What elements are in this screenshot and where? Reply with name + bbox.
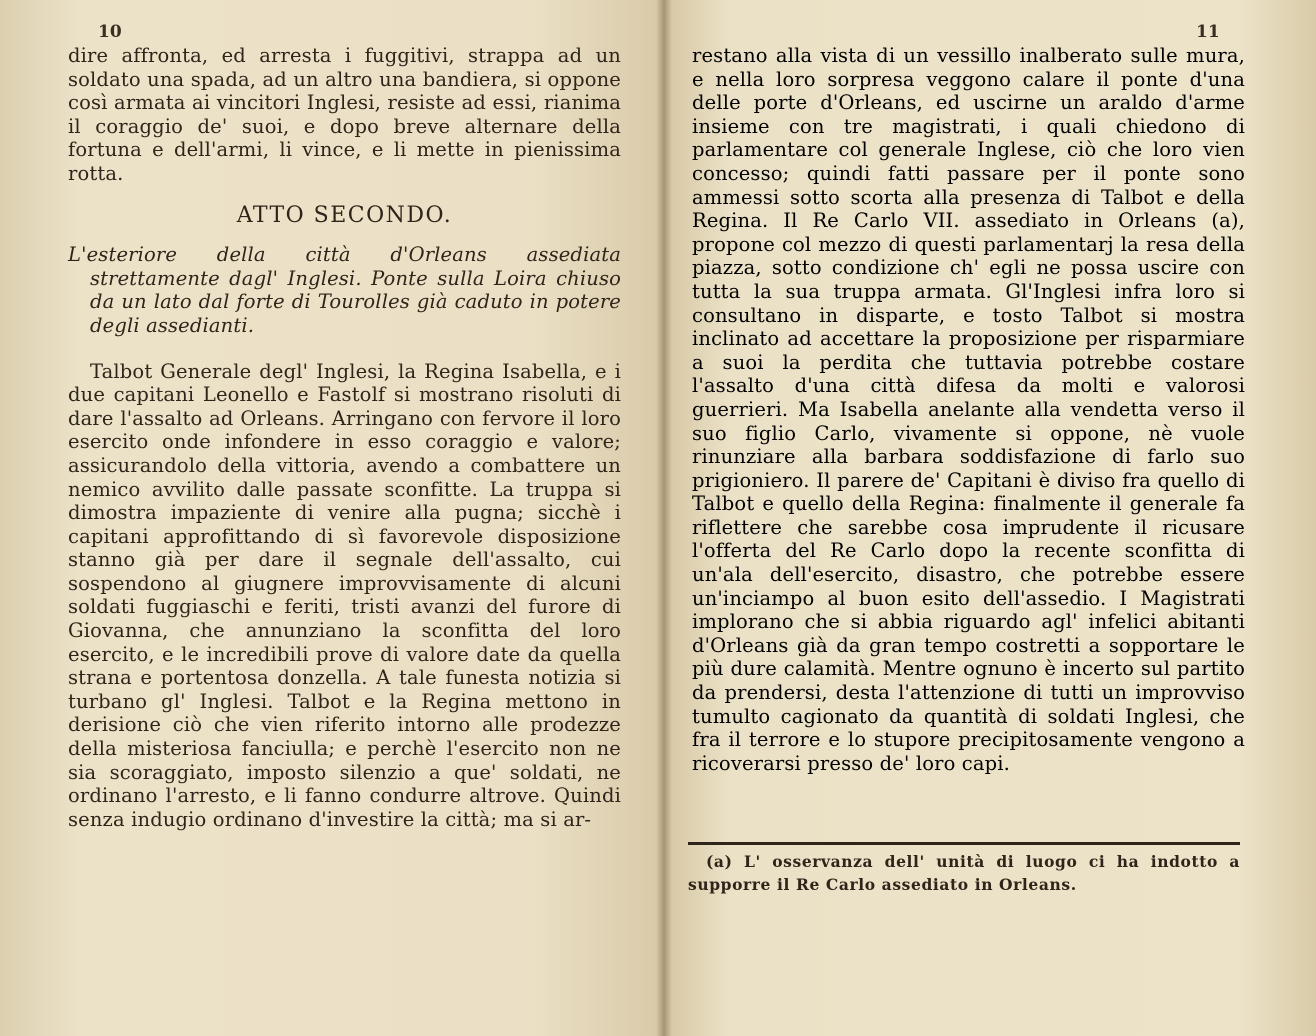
footnote <box>688 850 1240 896</box>
book-gutter <box>656 0 672 1036</box>
footnote-rule <box>688 842 1240 845</box>
act-heading: ATTO SECONDO. <box>236 202 453 228</box>
scene-description: L'esteriore della città d'Orleans assediata strettamente dagl' Inglesi. Ponte sulla Loira chiuso da un lato dal forte di Tourolles già caduto in potere degli assedianti. <box>68 243 621 337</box>
page-number-left: 10 <box>98 22 122 42</box>
page-number-right: 11 <box>1196 22 1220 42</box>
left-page-text <box>68 44 621 831</box>
footnote-text: (a) L' osservanza dell' unità di luogo ci ha indotto a supporre il Re Carlo assediato in Orleans. <box>688 852 1240 894</box>
opening-paragraph: dire affronta, ed arresta i fuggitivi, strappa ad un soldato una spada, ad un altro una bandiera, si oppone così armata ai vincitori Inglesi, resiste ad essi, rianima il coraggio de' suoi, e dopo breve alternare della fortuna e dell'armi, li vince, e li mette in pienissima rotta. <box>68 44 621 185</box>
right-page-text <box>692 44 1245 775</box>
body-paragraph-right: restano alla vista di un vessillo inalberato sulle mura, e nella loro sorpresa veggono calare il ponte d'una delle porte d'Orleans, ed uscirne un araldo d'arme insieme con tre magistrati, i quali chiedono di parlamentare col generale Inglese, ciò che loro vien concesso; quindi fatti passare per il ponte sono ammessi sotto scorta alla presenza di Talbot e della Regina. Il Re Carlo VII. assediato in Orleans (a), propone col mezzo di questi parlamentarj la resa della piazza, sotto condizione ch' egli ne possa uscire con tutta la sua truppa armata. Gl'Inglesi infra loro si consultano in disparte, e tosto Talbot si mostra inclinato ad accettare la proposizione per risparmiare a suoi la perdita che tuttavia potrebbe costare l'assalto d'una città difesa da molti e valorosi guerrieri. Ma Isabella anelante alla vendetta verso il suo figlio Carlo, vivamente si oppone, nè vuole rinunziare alla barbara soddisfazione di farlo suo prigioniero. Il parere de' Capitani è diviso fra quello di Talbot e quello della Regina: finalmente il generale fa riflettere che sarebbe cosa imprudente il ricusare l'offerta del Re Carlo dopo la recente sconfitta di un'ala dell'esercito, disastro, che potrebbe essere un'inciampo al buon esito dell'assedio. I Magistrati implorano che si abbia riguardo agl' infelici abitanti d'Orleans già da gran tempo costretti a sopportare le più dure calamità. Mentre ognuno è incerto sul partito da prendersi, desta l'attenzione di tutti un improvviso tumulto cagionato da quantità di soldati Inglesi, che fra il terrore e lo stupore precipitosamente vengono a ricoverarsi presso de' loro capi. <box>692 44 1245 775</box>
body-paragraph-left: Talbot Generale degl' Inglesi, la Regina Isabella, e i due capitani Leonello e Fastolf si mostrano risoluti di dare l'assalto ad Orleans. Arringano con fervore il loro esercito onde infondere in esso coraggio e valore; assicurandolo della vittoria, avendo a combattere un nemico avvilito dalle passate sconfitte. La truppa si dimostra impaziente di venire alla pugna; sicchè i capitani approfittando di sì favorevole disposizione stanno già per dare il segnale dell'assalto, cui sospendono al giugnere improvvisamente di alcuni soldati fuggiaschi e feriti, tristi avanzi del furore di Giovanna, che annunziano la sconfitta del loro esercito, e le incredibili prove di valore date da quella strana e portentosa donzella. A tale funesta notizia si turbano gl' Inglesi. Talbot e la Regina mettono in derisione ciò che vien riferito intorno alle prodezze della misteriosa fanciulla; e perchè l'esercito non ne sia scoraggiato, imposto silenzio a que' soldati, ne ordinano l'arresto, e li fanno condurre altrove. Quindi senza indugio ordinano d'investire la città; ma si ar- <box>68 359 621 831</box>
